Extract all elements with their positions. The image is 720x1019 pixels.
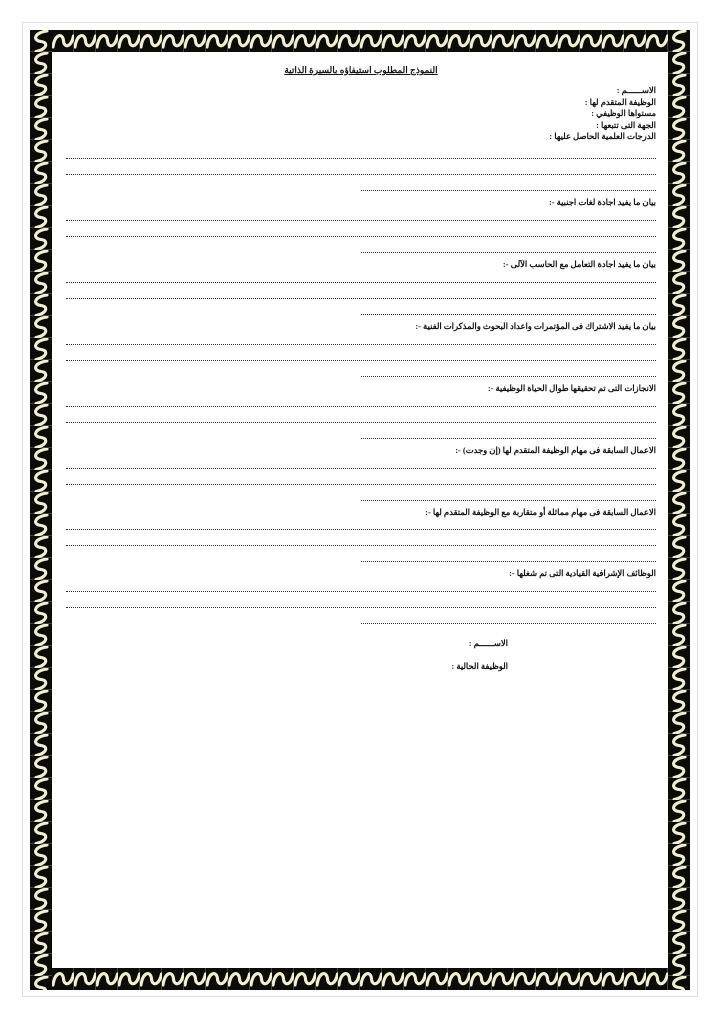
field-label-name: الاســــــم : <box>616 86 656 96</box>
border-band-right <box>668 30 690 990</box>
dotted-line[interactable] <box>66 537 656 546</box>
answer-lines-foreign-languages <box>66 212 656 253</box>
dotted-line[interactable] <box>66 460 656 469</box>
footer-field-label-current-position: الوظيفة الحالية : <box>451 661 508 671</box>
dotted-line[interactable] <box>361 492 656 501</box>
dotted-line[interactable] <box>66 274 656 283</box>
dotted-line[interactable] <box>361 244 656 253</box>
field-label-academic-degrees: الدرجات العلمية الحاصل عليها : <box>549 132 656 142</box>
dotted-line[interactable] <box>361 615 656 624</box>
dotted-line[interactable] <box>66 352 656 361</box>
dotted-line[interactable] <box>361 182 656 191</box>
answer-lines-conferences-research <box>66 336 656 377</box>
dotted-line[interactable] <box>66 336 656 345</box>
answer-lines-computer-skills <box>66 274 656 315</box>
answer-lines-academic-degrees <box>66 150 656 191</box>
dotted-line[interactable] <box>66 414 656 423</box>
border-band-left <box>30 30 52 990</box>
answer-lines-previous-same-role <box>66 460 656 501</box>
dotted-line[interactable] <box>66 150 656 159</box>
dotted-line[interactable] <box>66 583 656 592</box>
section-heading-previous-similar-roles: الاعمال السابقة فى مهام مماثلة أو متقاربة مع الوظيفة المتقدم لها -: <box>425 507 656 517</box>
dotted-line[interactable] <box>66 599 656 608</box>
dotted-line[interactable] <box>361 306 656 315</box>
answer-lines-leadership-positions <box>66 583 656 624</box>
dotted-line[interactable] <box>66 521 656 530</box>
section-heading-conferences-research: بيان ما يفيد الاشتراك فى المؤتمرات واعداد البحوث والمذكرات الفنية -: <box>415 322 656 332</box>
section-heading-foreign-languages: بيان ما يفيد اجادة لغات اجنبية -: <box>548 198 656 208</box>
dotted-line[interactable] <box>361 430 656 439</box>
dotted-line[interactable] <box>66 228 656 237</box>
dotted-line[interactable] <box>66 290 656 299</box>
form-content <box>52 52 668 968</box>
section-heading-leadership-positions: الوظائف الإشرافية القيادية التى تم شغلها -: <box>509 569 656 579</box>
dotted-line[interactable] <box>66 166 656 175</box>
section-heading-computer-skills: بيان ما يفيد اجادة التعامل مع الحاسب الآلى -: <box>502 260 656 270</box>
dotted-line[interactable] <box>66 212 656 221</box>
field-label-affiliated-entity: الجهة التى تتبعها : <box>596 120 656 130</box>
page-title: النموذج المطلوب استيفاؤه بالسيرة الذاتية <box>284 65 438 75</box>
field-label-position-level: مستواها الوظيفي : <box>591 109 656 119</box>
dotted-line[interactable] <box>66 398 656 407</box>
section-heading-career-achievements: الانجازات التى تم تحقيقها طوال الحياة الوظيفية -: <box>487 383 656 393</box>
border-band-bottom <box>30 968 690 990</box>
border-band-top <box>30 30 690 52</box>
field-label-applied-position: الوظيفة المتقدم لها : <box>584 97 656 107</box>
dotted-line[interactable] <box>361 553 656 562</box>
header-field-list <box>66 87 656 144</box>
footer-field-list <box>66 640 656 672</box>
footer-field-label-name: الاســــــم : <box>468 639 508 649</box>
answer-lines-career-achievements <box>66 398 656 439</box>
answer-lines-previous-similar-roles <box>66 521 656 562</box>
section-heading-previous-same-role: الاعمال السابقة فى مهام الوظيفة المتقدم لها (إن وجدت) -: <box>455 445 656 455</box>
dotted-line[interactable] <box>361 368 656 377</box>
dotted-line[interactable] <box>66 476 656 485</box>
